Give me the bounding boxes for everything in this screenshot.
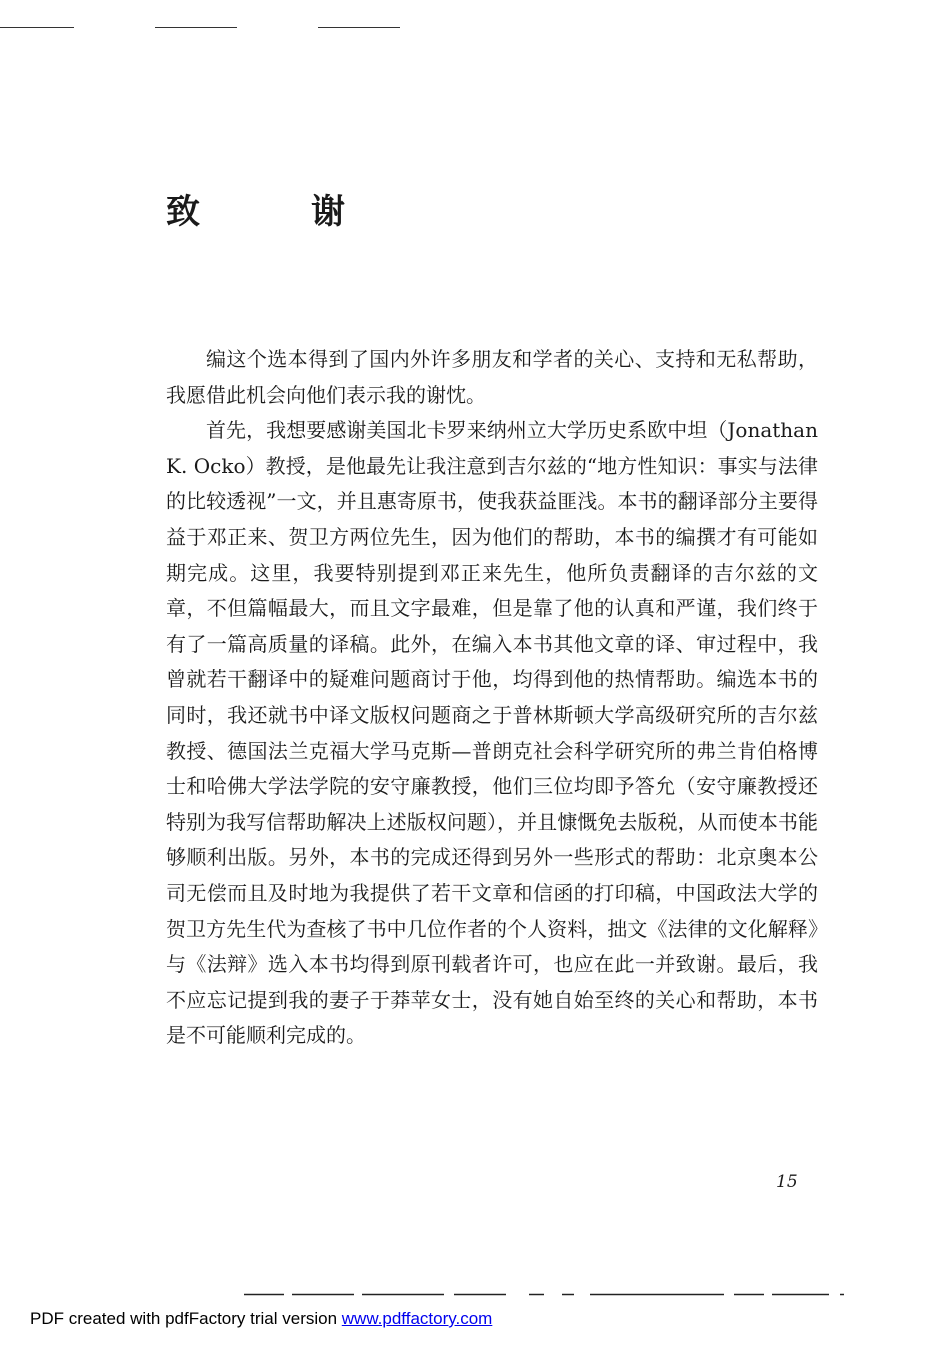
- pdffactory-link[interactable]: www.pdffactory.com: [341, 1309, 493, 1328]
- top-rule-1: [0, 27, 74, 28]
- scan-artifact-line: [244, 1293, 844, 1296]
- top-rule-3: [318, 27, 400, 28]
- page-title: [166, 184, 345, 233]
- acknowledgement-body: [166, 342, 818, 1054]
- top-rule-2: [155, 27, 237, 28]
- page-number: 15: [776, 1172, 798, 1192]
- title-char-2: 谢: [311, 192, 345, 232]
- pdf-footer: [30, 1309, 492, 1329]
- paragraph-2: 首先，我想要感谢美国北卡罗来纳州立大学历史系欧中坦（Jonathan K. Ocko）教授，是他最先让我注意到吉尔兹的“地方性知识：事实与法律的比较透视”一文，并且惠寄原书，使我获益匪浅。本书的翻译部分主要得益于邓正来、贺卫方两位先生，因为他们的帮助，本书的编撰才有可能如期完成。这里，我要特别提到邓正来先生，他所负责翻译的吉尔兹的文章，不但篇幅最大，而且文字最难，但是靠了他的认真和严谨，我们终于有了一篇高质量的译稿。此外，在编入本书其他文章的译、审过程中，我曾就若干翻译中的疑难问题商讨于他，均得到他的热情帮助。编选本书的同时，我还就书中译文版权问题商之于普林斯顿大学高级研究所的吉尔兹教授、德国法兰克福大学马克斯—普朗克社会科学研究所的弗兰肯伯格博士和哈佛大学法学院的安守廉教授，他们三位均即予答允（安守廉教授还特别为我写信帮助解决上述版权问题），并且慷慨免去版税，从而使本书能够顺利出版。另外，本书的完成还得到另外一些形式的帮助：北京奥本公司无偿而且及时地为我提供了若干文章和信函的打印稿，中国政法大学的贺卫方先生代为查核了书中几位作者的个人资料，拙文《法律的文化解释》与《法辩》选入本书均得到原刊载者许可，也应在此一并致谢。最后，我不应忘记提到我的妻子于莽苹女士，没有她自始至终的关心和帮助，本书是不可能顺利完成的。: [166, 418, 818, 1048]
- paragraph-1: 编这个选本得到了国内外许多朋友和学者的关心、支持和无私帮助，我愿借此机会向他们表示我的谢忱。: [166, 347, 818, 407]
- title-char-1: 致: [166, 192, 200, 232]
- footer-text: PDF created with pdfFactory trial version: [30, 1309, 342, 1328]
